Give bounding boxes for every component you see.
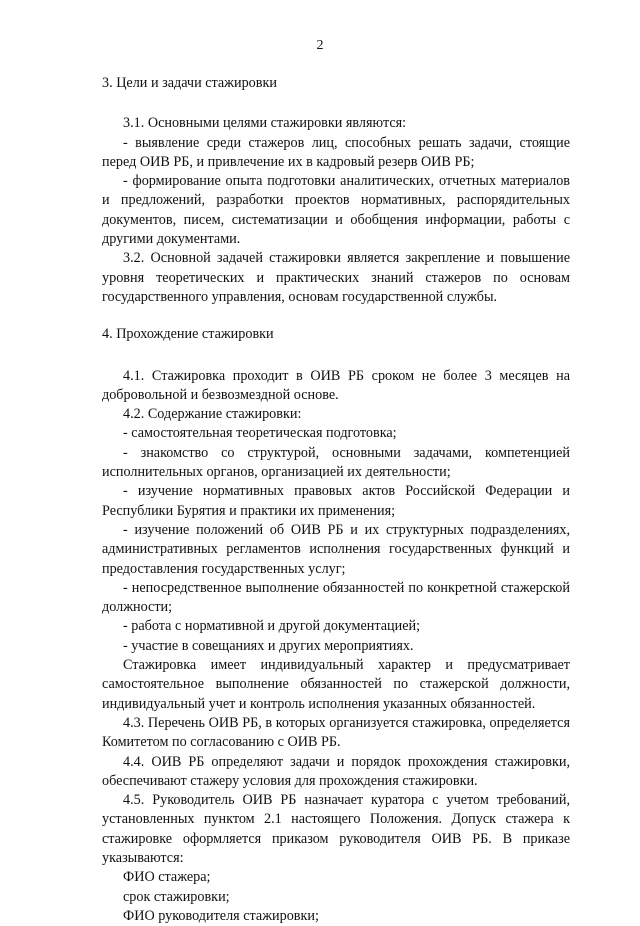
content-item-documentation: - работа с нормативной и другой документацией;: [123, 618, 421, 635]
paragraph-4-4: 4.4. ОИВ РБ определяют задачи и порядок прохождения стажировки, обеспечивают стажеру условия для прохождения стажировки.: [102, 753, 570, 789]
content-item-legal-acts: - изучение нормативных правовых актов Российской Федерации и Республики Бурятия и практики их применения;: [102, 483, 570, 519]
paragraph-individual-character: Стажировка имеет индивидуальный характер и предусматривает самостоятельное выполнение обязанностей по стажерской должности, индивидуальный учет и контроль исполнения указанных обязанностей.: [102, 657, 570, 712]
order-field-duration: срок стажировки;: [123, 888, 230, 905]
section-goals: [102, 74, 570, 307]
page-number: 2: [316, 38, 324, 53]
document-body: [102, 74, 570, 926]
goal-item-reserve: - выявление среди стажеров лиц, способных решать задачи, стоящие перед ОИВ РБ, и привлечение их в кадровый резерв ОИВ РБ;: [102, 134, 570, 170]
content-item-meetings: - участие в совещаниях и других мероприятиях.: [123, 637, 414, 654]
content-item-regulations: - изучение положений об ОИВ РБ и их структурных подразделениях, административных регламентов исполнения государственных функций и предоставления государственных услуг;: [102, 521, 570, 577]
content-item-theory: - самостоятельная теоретическая подготовка;: [123, 425, 397, 442]
order-field-supervisor-name: ФИО руководителя стажировки;: [123, 907, 319, 924]
section-internship-process: [102, 325, 570, 926]
section-heading-goals: 3. Цели и задачи стажировки: [102, 75, 277, 91]
goal-item-experience: - формирование опыта подготовки аналитических, отчетных материалов и предложений, разработки проектов нормативных, распорядительных документов, писем, систематизации и обобщения информации, работы с другими документами.: [102, 173, 570, 248]
paragraph-3-2: 3.2. Основной задачей стажировки является закрепление и повышение уровня теоретических и практических знаний стажеров по основам государственного управления, основам государственной службы.: [102, 250, 570, 305]
paragraph-4-3: 4.3. Перечень ОИВ РБ, в которых организуется стажировка, определяется Комитетом по согласованию с ОИВ РБ.: [102, 714, 570, 751]
section-heading-process: 4. Прохождение стажировки: [102, 326, 274, 343]
paragraph-4-5: 4.5. Руководитель ОИВ РБ назначает куратора с учетом требований, установленных пунктом 2.1 настоящего Положения. Допуск стажера к стажировке оформляется приказом руководителя ОИВ РБ. В приказе указываются:: [102, 792, 570, 866]
paragraph-4-1: 4.1. Стажировка проходит в ОИВ РБ сроком не более 3 месяцев на добровольной и безвозмездной основе.: [102, 367, 570, 403]
content-item-duties: - непосредственное выполнение обязанностей по конкретной стажерской должности;: [102, 579, 570, 616]
content-item-structure: - знакомство со структурой, основными задачами, компетенцией исполнительных органов, организацией их деятельности;: [102, 444, 570, 481]
paragraph-3-1: 3.1. Основными целями стажировки являются:: [123, 115, 407, 132]
order-field-trainee-name: ФИО стажера;: [123, 869, 211, 886]
paragraph-4-2: 4.2. Содержание стажировки:: [123, 406, 302, 423]
